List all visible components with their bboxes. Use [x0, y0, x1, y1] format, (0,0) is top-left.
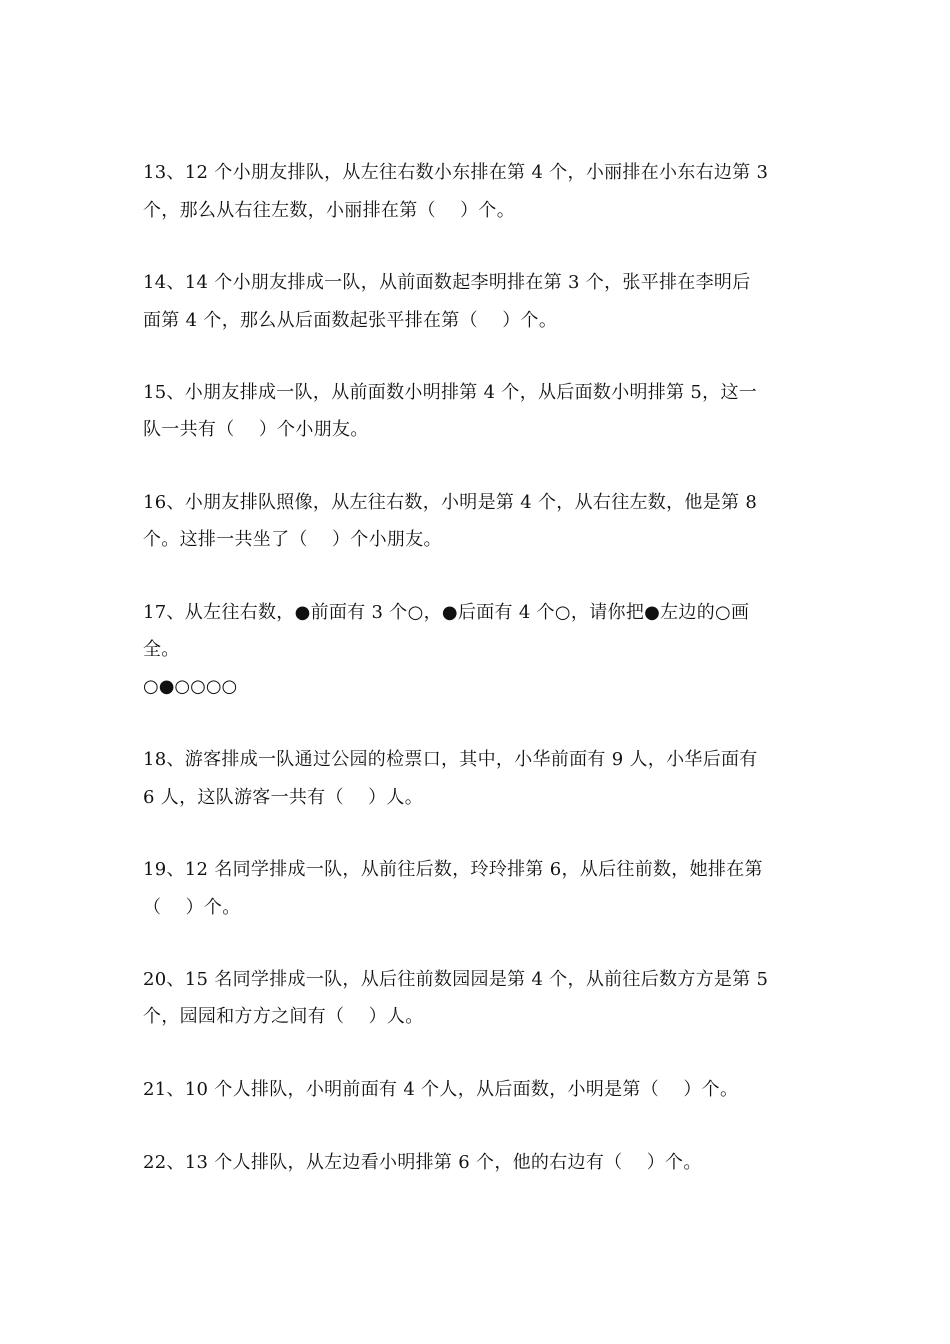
- question-20-line-2: 个，园园和方方之间有（ ）人。: [143, 1006, 424, 1027]
- question-20-line-1: 20、15 名同学排成一队，从后往前数园园是第 4 个，从前往后数方方是第 5: [143, 969, 769, 990]
- question-13-line-1: 13、12 个小朋友排队，从左往右数小东排在第 4 个，小丽排在小东右边第 3: [143, 162, 769, 183]
- question-15-line-2: 队一共有（ ）个小朋友。: [143, 419, 369, 440]
- question-13-line-2: 个，那么从右往左数，小丽排在第（ ）个。: [143, 200, 516, 221]
- question-21-line-1: 21、10 个人排队，小明前面有 4 个人，从后面数，小明是第（ ）个。: [143, 1079, 739, 1100]
- question-17-line-1: 17、从左往右数，●前面有 3 个○，●后面有 4 个○，请你把●左边的○画: [143, 602, 750, 623]
- question-17-circle-figure: ○●○○○○: [143, 676, 238, 697]
- question-17-line-2: 全。: [143, 639, 180, 660]
- question-19-line-1: 19、12 名同学排成一队，从前往后数，玲玲排第 6，从后往前数，她排在第: [143, 859, 763, 880]
- question-19-line-2: （ ）个。: [143, 897, 241, 918]
- question-14-line-1: 14、14 个小朋友排成一队，从前面数起李明排在第 3 个，张平排在李明后: [143, 272, 751, 293]
- question-18-line-1: 18、游客排成一队通过公园的检票口，其中，小华前面有 9 人，小华后面有: [143, 749, 758, 770]
- question-22-line-1: 22、13 个人排队，从左边看小明排第 6 个，他的右边有（ ）个。: [143, 1152, 702, 1173]
- question-14-line-2: 面第 4 个，那么从后面数起张平排在第（ ）个。: [143, 310, 558, 331]
- question-16-line-2: 个。这排一共坐了（ ）个小朋友。: [143, 529, 442, 550]
- question-18-line-2: 6 人，这队游客一共有（ ）人。: [143, 787, 423, 808]
- question-15-line-1: 15、小朋友排成一队，从前面数小明排第 4 个，从后面数小明排第 5，这一: [143, 382, 758, 403]
- question-16-line-1: 16、小朋友排队照像，从左往右数，小明是第 4 个，从右往左数，他是第 8: [143, 492, 758, 513]
